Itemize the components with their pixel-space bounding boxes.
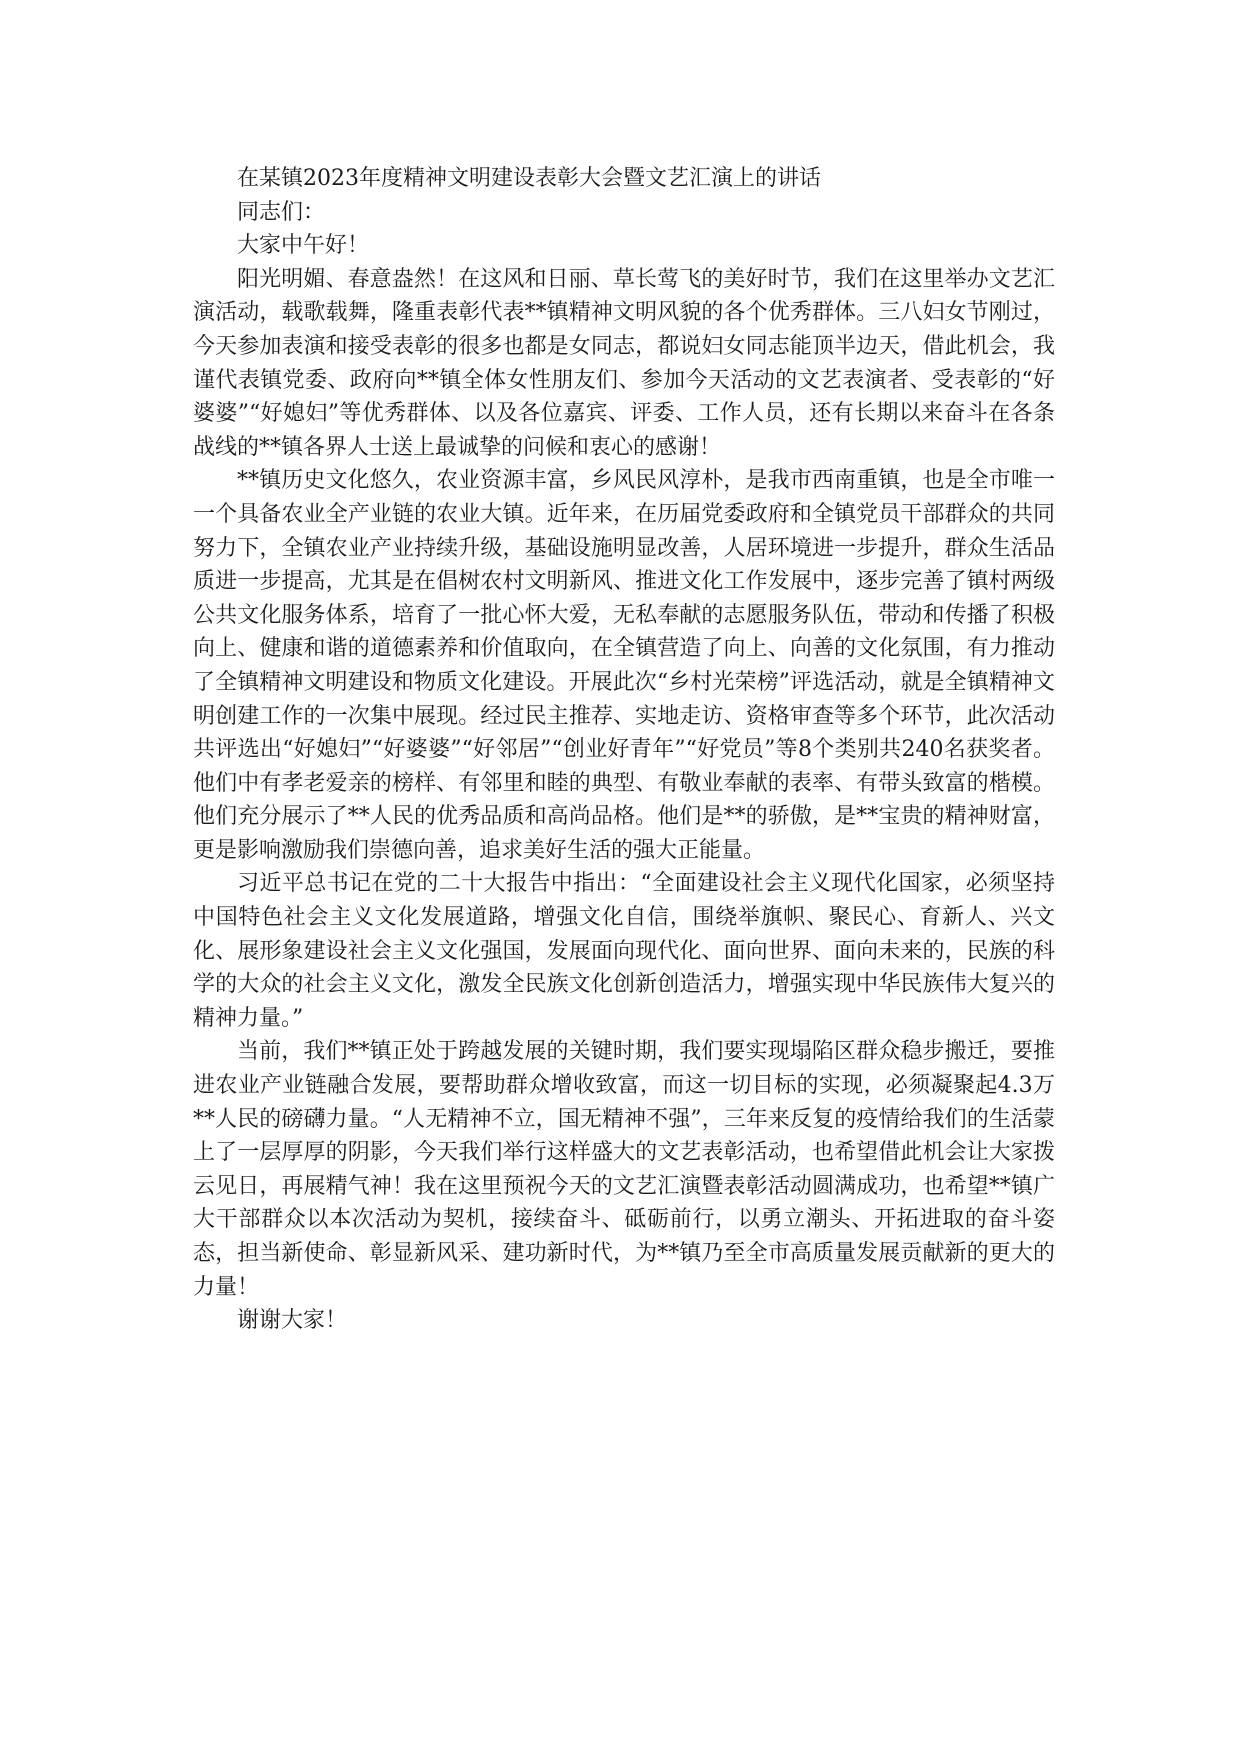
- closing-thanks: 谢谢大家！: [237, 1308, 348, 1334]
- paragraph-quote: 习近平总书记在党的二十大报告中指出：“全面建设社会主义现代化国家，必须坚持中国特色社会主义文化发展道路，增强文化自信，围绕举旗帜、聚民心、育新人、兴文化、展形象建设社会主义文化强国，发展面向现代化、面向世界、面向未来的，民族的科学的大众的社会主义文化，激发全民族文化创新创造活力，增强实现中华民族伟大复兴的精神力量。”: [193, 871, 1055, 1031]
- speech-body: [193, 162, 1055, 1338]
- paragraph-current-tasks: 当前，我们**镇正处于跨越发展的关键时期，我们要实现塌陷区群众稳步搬迁，要推进农业产业链融合发展，要帮助群众增收致富，而这一切目标的实现，必须凝聚起4.3万**人民的磅礴力量。“人无精神不立，国无精神不强”，三年来反复的疫情给我们的生活蒙上了一层厚厚的阴影，今天我们举行这样盛大的文艺表彰活动，也希望借此机会让大家拨云见日，再展精气神！我在这里预祝今天的文艺汇演暨表彰活动圆满成功，也希望**镇广大干部群众以本次活动为契机，接续奋斗、砥砺前行，以勇立潮头、开拓进取的奋斗姿态，担当新使命、彰显新风采、建功新时代，为**镇乃至全市高质量发展贡献新的更大的力量！: [193, 1039, 1055, 1300]
- paragraph-town-history: **镇历史文化悠久，农业资源丰富，乡风民风淳朴，是我市西南重镇，也是全市唯一一个具备农业全产业链的农业大镇。近年来，在历届党委政府和全镇党员干部群众的共同努力下，全镇农业产业持续升级，基础设施明显改善，人居环境进一步提升，群众生活品质进一步提高，尤其是在倡树农村文明新风、推进文化工作发展中，逐步完善了镇村两级公共文化服务体系，培育了一批心怀大爱，无私奉献的志愿服务队伍，带动和传播了积极向上、健康和谐的道德素养和价值取向，在全镇营造了向上、向善的文化氛围，有力推动了全镇精神文明建设和物质文化建设。开展此次“乡村光荣榜”评选活动，就是全镇精神文明创建工作的一次集中展现。经过民主推荐、实地走访、资格审查等多个环节，此次活动共评选出“好媳妇”“好婆婆”“好邻居”“创业好青年”“好党员”等8个类别共240名获奖者。他们中有孝老爱亲的榜样、有邻里和睦的典型、有敬业奉献的表率、有带头致富的楷模。他们充分展示了**人民的优秀品质和高尚品格。他们是**的骄傲，是**宝贵的精神财富，更是影响激励我们崇德向善，追求美好生活的强大正能量。: [193, 468, 1055, 863]
- salutation: 同志们：: [237, 199, 326, 225]
- speech-title: 在某镇2023年度精神文明建设表彰大会暨文艺汇演上的讲话: [237, 166, 821, 191]
- greeting: 大家中午好！: [237, 233, 370, 259]
- paragraph-opening: 阳光明媚、春意盎然！在这风和日丽、草长莺飞的美好时节，我们在这里举办文艺汇演活动，载歌载舞，隆重表彰代表**镇精神文明风貌的各个优秀群体。三八妇女节刚过，今天参加表演和接受表彰的很多也都是女同志，都说妇女同志能顶半边天，借此机会，我谨代表镇党委、政府向**镇全体女性朋友们、参加今天活动的文艺表演者、受表彰的“好婆婆”“好媳妇”等优秀群体、以及各位嘉宾、评委、工作人员，还有长期以来奋斗在各条战线的**镇各界人士送上最诚挚的问候和衷心的感谢！: [193, 266, 1055, 460]
